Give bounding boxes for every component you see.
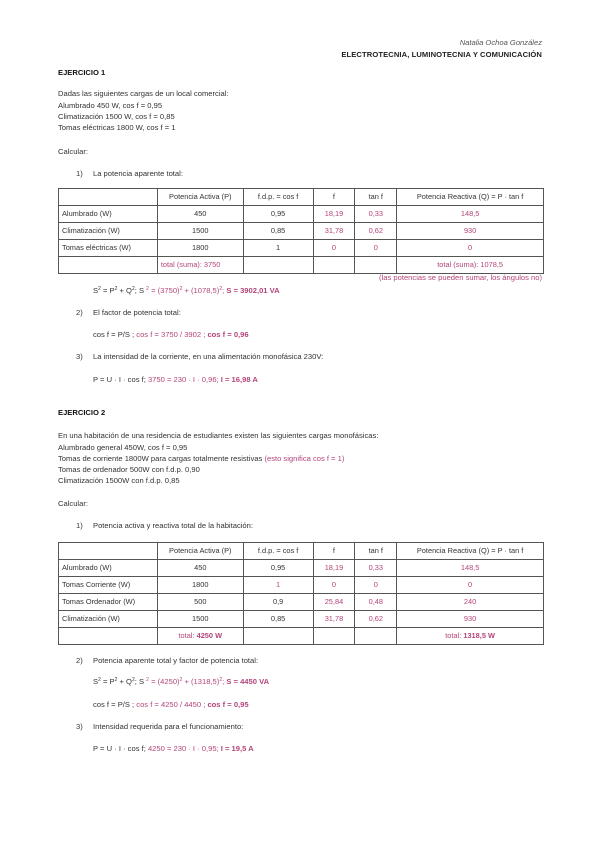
table-cell: 0,33	[355, 206, 397, 223]
ex2-q3-text: Intensidad requerida para el funcionamiento:	[93, 722, 244, 731]
table-header-cell: Potencia Activa (P)	[157, 543, 243, 560]
ex1-q3-num: 3)	[76, 352, 83, 361]
table-cell: 1800	[157, 577, 243, 594]
table-cell: 0	[355, 240, 397, 257]
ex1-load-2: Climatización 1500 W, cos f = 0,85	[58, 112, 175, 121]
table-header-cell: f	[313, 189, 355, 206]
table-cell: Alumbrado (W)	[59, 560, 158, 577]
table-total-row	[59, 257, 544, 274]
table-row	[59, 223, 544, 240]
table-cell: 0,9	[243, 594, 313, 611]
table-cell: Climatización (W)	[59, 223, 158, 240]
table-header-cell: f.d.p. = cos f	[243, 543, 313, 560]
table-cell: Alumbrado (W)	[59, 206, 158, 223]
table-cell: 0,33	[355, 560, 397, 577]
table-cell: 25,84	[313, 594, 355, 611]
table-cell: 0	[313, 240, 355, 257]
table-row	[59, 594, 544, 611]
table-header-cell: tan f	[355, 189, 397, 206]
table-cell	[355, 257, 397, 274]
table-total-p: total: 4250 W	[157, 628, 243, 645]
ex2-calcular: Calcular:	[58, 499, 88, 508]
table-row	[59, 240, 544, 257]
table-cell: Tomas Corriente (W)	[59, 577, 158, 594]
table-header-cell: Potencia Reactiva (Q) = P · tan f	[397, 543, 544, 560]
table-header-cell: f	[313, 543, 355, 560]
ex2-q2-num: 2)	[76, 656, 83, 665]
table-cell: 930	[397, 611, 544, 628]
ex2-load-4: Climatización 1500W con f.d.p. 0,85	[58, 476, 180, 485]
ex2-cos-formula: cos f = P/S ; cos f = 4250 / 4450 ; cos f = 0,95	[93, 700, 249, 709]
table-row	[59, 577, 544, 594]
ex2-q2-text: Potencia aparente total y factor de potencia total:	[93, 656, 259, 665]
ex1-load-3: Tomas eléctricas 1800 W, cos f = 1	[58, 123, 176, 132]
ex2-title: EJERCICIO 2	[58, 408, 106, 417]
ex1-q3-text: La intensidad de la corriente, en una alimentación monofásica 230V:	[93, 352, 324, 361]
table-cell	[243, 257, 313, 274]
table-cell: Tomas Ordenador (W)	[59, 594, 158, 611]
table-header-row	[59, 543, 544, 560]
ex2-intro: En una habitación de una residencia de estudiantes existen las siguientes cargas monofásicas:	[58, 431, 379, 440]
table-header-cell: f.d.p. = cos f	[243, 189, 313, 206]
ex1-load-1: Alumbrado 450 W, cos f = 0,95	[58, 101, 163, 110]
table-cell: 450	[157, 560, 243, 577]
table-cell	[355, 628, 397, 645]
table-header-cell	[59, 189, 158, 206]
table-header-cell	[59, 543, 158, 560]
ex2-i-formula: P = U · I · cos f; 4250 = 230 · I · 0,95; I = 19,5 A	[93, 744, 254, 753]
table-row	[59, 206, 544, 223]
ex1-q1-num: 1)	[76, 169, 83, 178]
ex1-q2-num: 2)	[76, 308, 83, 317]
table-cell: 148,5	[397, 560, 544, 577]
table-cell: 148,5	[397, 206, 544, 223]
table-cell: 1800	[157, 240, 243, 257]
table-cell: 1500	[157, 611, 243, 628]
ex1-calcular: Calcular:	[58, 147, 88, 156]
ex1-q1-text: La potencia aparente total:	[93, 169, 183, 178]
table-cell: 0	[313, 577, 355, 594]
table-cell: 0,95	[243, 206, 313, 223]
table-cell: Tomas eléctricas (W)	[59, 240, 158, 257]
ex1-s-formula: $S^2 = P^2 + Q^2$; S $^2 = (3750)^2 + (1078,5)^2$; S = 3902,01 VA	[93, 286, 280, 295]
table-header-cell: tan f	[355, 543, 397, 560]
course-title: ELECTROTECNIA, LUMINOTECNIA Y COMUNICACIÓN	[341, 50, 542, 59]
table-header-cell: Potencia Reactiva (Q) = P · tan f	[397, 189, 544, 206]
ex2-load-3: Tomas de ordenador 500W con f.d.p. 0,90	[58, 465, 200, 474]
table-total-row	[59, 628, 544, 645]
table-cell: 0	[355, 577, 397, 594]
table-total-q: total: 1318,5 W	[397, 628, 544, 645]
table-cell: 31,78	[313, 223, 355, 240]
table-total-p: total (suma): 3750	[157, 257, 243, 274]
table-cell: 240	[397, 594, 544, 611]
table-row	[59, 560, 544, 577]
table-cell: 0,62	[355, 223, 397, 240]
table-cell	[59, 628, 158, 645]
table-cell: 0	[397, 240, 544, 257]
table-cell: 450	[157, 206, 243, 223]
table-cell: 31,78	[313, 611, 355, 628]
ex2-q3-num: 3)	[76, 722, 83, 731]
ex1-cos-formula: cos f = P/S ; cos f = 3750 / 3902 ; cos f = 0,96	[93, 330, 249, 339]
table-cell: 0,95	[243, 560, 313, 577]
ex1-i-formula: P = U · I · cos f; 3750 = 230 · I · 0,96; I = 16,98 A	[93, 375, 258, 384]
table-cell	[59, 257, 158, 274]
table-cell: 0,62	[355, 611, 397, 628]
table-cell: 0	[397, 577, 544, 594]
ex2-q1-num: 1)	[76, 521, 83, 530]
table-row	[59, 611, 544, 628]
table-cell: 0,85	[243, 611, 313, 628]
table-cell: 1	[243, 240, 313, 257]
author-name: Natalia Ochoa González	[459, 38, 542, 47]
ex1-table	[58, 188, 544, 274]
table-cell: 1500	[157, 223, 243, 240]
ex2-load-1: Alumbrado general 450W, cos f = 0,95	[58, 443, 188, 452]
table-cell: 0,48	[355, 594, 397, 611]
ex2-load-2: Tomas de corriente 1800W para cargas totalmente resistivas (esto significa cos f = 1)	[58, 454, 345, 463]
ex1-note: (las potencias se pueden sumar, los ángulos no)	[379, 273, 542, 282]
table-header-cell: Potencia Activa (P)	[157, 189, 243, 206]
table-cell: 500	[157, 594, 243, 611]
table-cell: Climatización (W)	[59, 611, 158, 628]
ex2-q1-text: Potencia activa y reactiva total de la habitación:	[93, 521, 253, 530]
table-cell: 1	[243, 577, 313, 594]
ex2-s-formula: $S^2 = P^2 + Q^2$; S $^2 = (4250)^2 + (1318,5)^2$; S = 4450 VA	[93, 677, 270, 686]
table-cell	[313, 257, 355, 274]
table-cell: 18,19	[313, 560, 355, 577]
table-cell: 0,85	[243, 223, 313, 240]
table-cell: 18,19	[313, 206, 355, 223]
table-header-row	[59, 189, 544, 206]
table-cell	[243, 628, 313, 645]
ex1-intro: Dadas las siguientes cargas de un local comercial:	[58, 89, 229, 98]
ex2-table	[58, 542, 544, 645]
ex1-title: EJERCICIO 1	[58, 68, 106, 77]
table-cell	[313, 628, 355, 645]
table-cell: 930	[397, 223, 544, 240]
table-total-q: total (suma): 1078,5	[397, 257, 544, 274]
ex1-q2-text: El factor de potencia total:	[93, 308, 181, 317]
